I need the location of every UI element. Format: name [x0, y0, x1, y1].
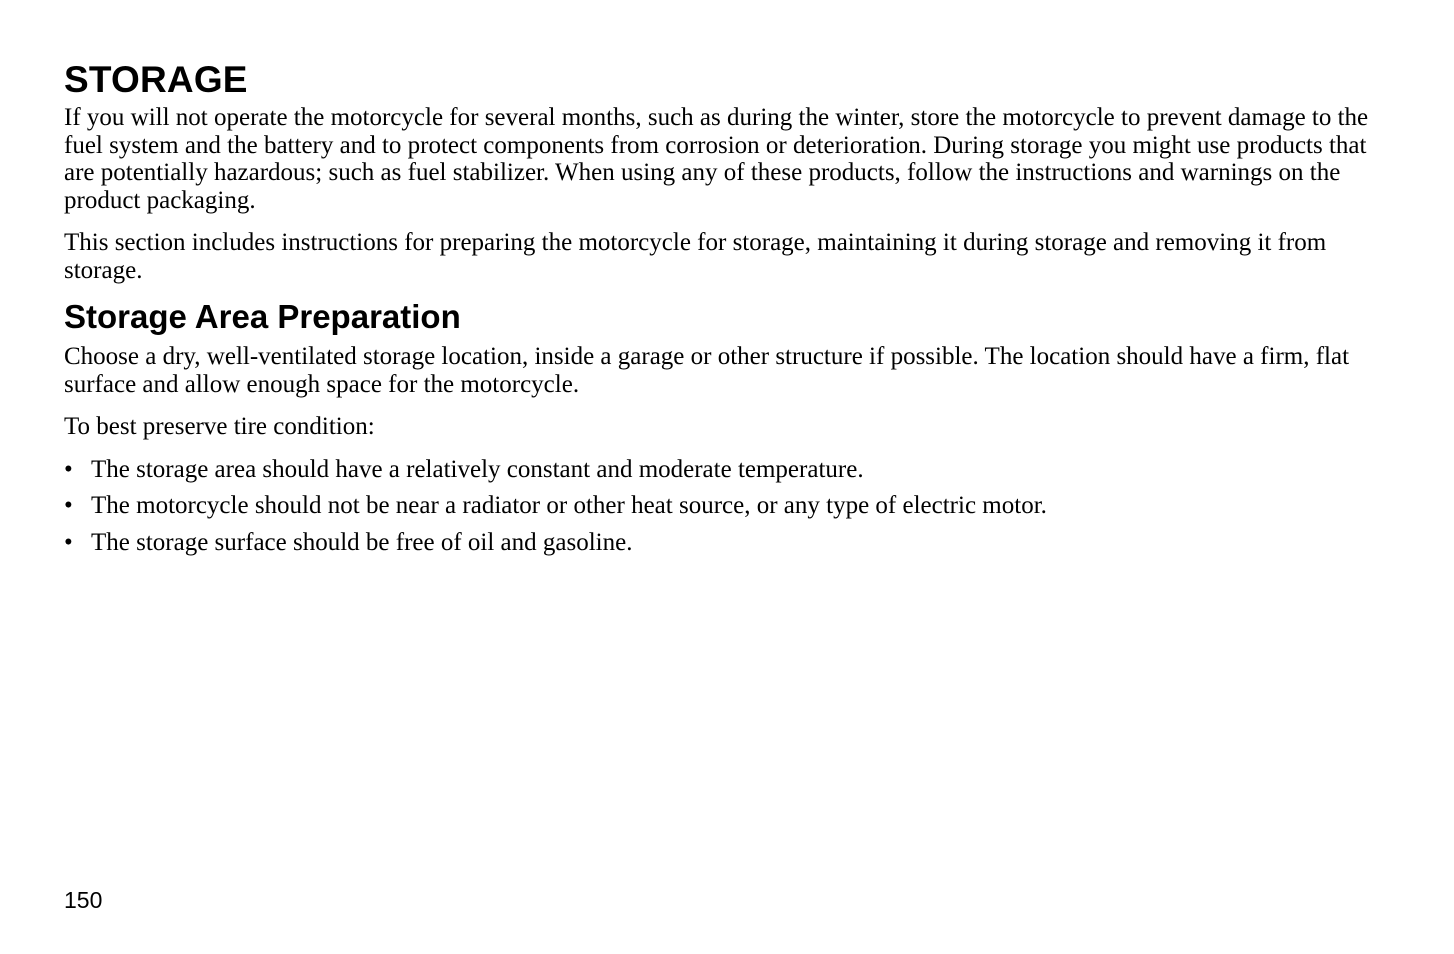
bullet-list — [64, 456, 1374, 557]
list-item-text: The storage area should have a relatively constant and moderate temperature. — [91, 455, 864, 483]
page-title: STORAGE — [64, 59, 248, 100]
section-paragraph-2: To best preserve tire condition: — [64, 413, 375, 440]
intro-paragraph-1: If you will not operate the motorcycle for several months, such as during the winter, store the motorcycle to prevent damage to the fuel system and the battery and to protect components from corrosion or deterioration. During storage you might use products that are potentially hazardous; such as fuel stabilizer. When using any of these products, follow the instructions and warnings on the product packaging. — [64, 104, 1369, 214]
list-item-text: The motorcycle should not be near a radiator or other heat source, or any type of electric motor. — [91, 492, 1047, 519]
list-item — [64, 529, 1374, 557]
section-paragraph-1: Choose a dry, well-ventilated storage location, inside a garage or other structure if possible. The location should have a firm, flat surface and allow enough space for the motorcycle. — [64, 343, 1350, 398]
section-heading: Storage Area Preparation — [64, 298, 461, 335]
list-item-text: The storage surface should be free of oil and gasoline. — [91, 528, 633, 556]
intro-paragraph-2: This section includes instructions for preparing the motorcycle for storage, maintaining it during storage and removing it from storage. — [64, 229, 1327, 284]
bullet-icon: • — [64, 455, 73, 483]
document-page — [64, 0, 1374, 565]
bullet-icon: • — [64, 528, 73, 556]
list-item — [64, 456, 1374, 484]
bullet-icon: • — [64, 492, 73, 519]
page-number: 150 — [64, 887, 103, 913]
list-item — [64, 492, 1374, 520]
